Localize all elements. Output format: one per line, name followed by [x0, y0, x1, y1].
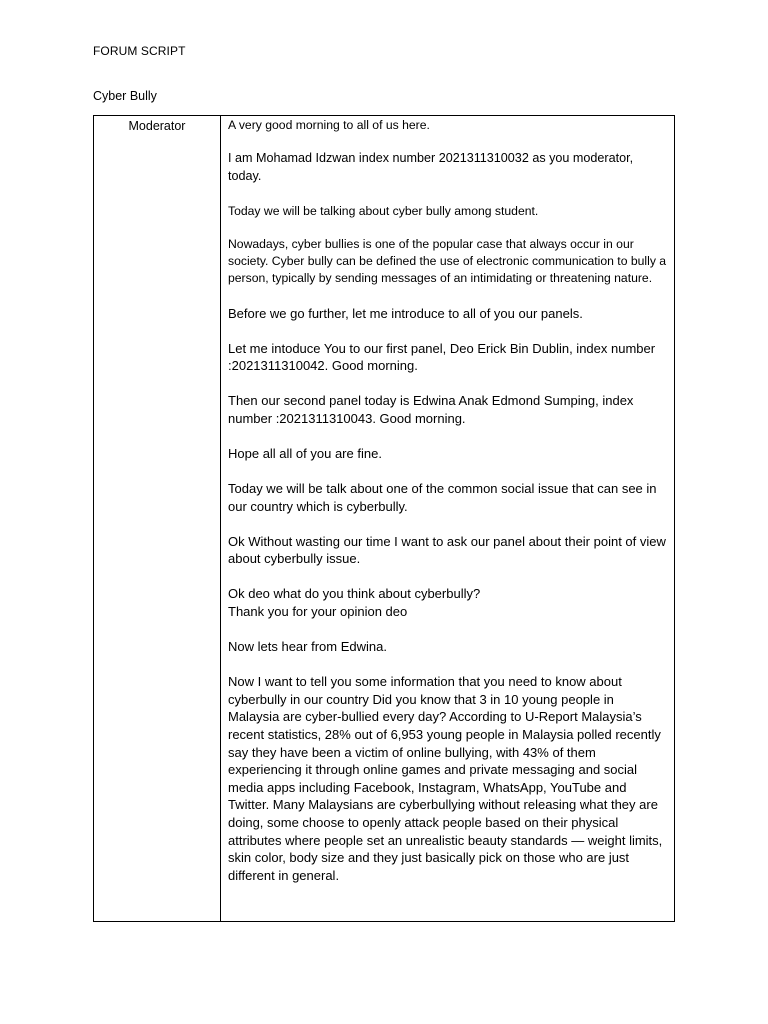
- speech-paragraph-wellbeing: Hope all all of you are fine.: [228, 445, 382, 461]
- speech-paragraph-greeting: A very good morning to all of us here.: [228, 118, 430, 132]
- speech-paragraph-hear-edwina: Now lets hear from Edwina.: [228, 639, 387, 655]
- script-table: [93, 115, 675, 922]
- speech-paragraph-first-panel: Let me intoduce You to our first panel, Deo Erick Bin Dublin, index number :2021311310042. Good morning.: [228, 340, 656, 374]
- document-title: FORUM SCRIPT: [93, 44, 186, 58]
- speaker-cell: Moderator: [94, 116, 221, 921]
- speech-paragraph-thanks-deo: Thank you for your opinion deo: [228, 604, 408, 620]
- speech-paragraph-introduction: I am Mohamad Idzwan index number 2021311310032 as you moderator, today.: [228, 151, 634, 183]
- speech-paragraph-ask-panel: Ok Without wasting our time I want to ask our panel about their point of view about cyberbully issue.: [228, 533, 666, 567]
- speech-paragraph-panels-intro: Before we go further, let me introduce to all of you our panels.: [228, 305, 583, 321]
- speech-paragraph-question-deo: Ok deo what do you think about cyberbully?: [228, 586, 481, 602]
- speech-cell: [221, 116, 674, 921]
- speech-paragraph-second-panel: Then our second panel today is Edwina Anak Edmond Sumping, index number :2021311310043. Good morning.: [228, 393, 634, 426]
- speech-paragraph-social-issue: Today we will be talk about one of the common social issue that can see in our country which is cyberbully.: [228, 481, 657, 514]
- speech-paragraph-definition: Nowadays, cyber bullies is one of the popular case that always occur in our society. Cyber bully can be defined the use of electronic communication to bully a person, typically by sending messages of an intimidating or threatening nature.: [228, 236, 667, 285]
- speech-paragraph-topic: Today we will be talking about cyber bully among student.: [228, 203, 539, 218]
- document-subtitle: Cyber Bully: [93, 89, 157, 103]
- speech-paragraph-statistics: Now I want to tell you some information that you need to know about cyberbully in our country Did you know that 3 in 10 young people in Malaysia are cyber-bullied every day? According to U-Report Malaysia’s recent statistics, 28% out of 6,953 young people in Malaysia polled recently say they have been a victim of online bullying, with 43% of them experiencing it through online games and private messaging and social media apps including Facebook, Instagram, WhatsApp, YouTube and Twitter. Many Malaysians are cyberbullying without releasing what they are doing, some choose to openly attack people based on their physical attributes where people set an unrealistic beauty standards — weight limits, skin color, body size and they just basically pick on those who are just different in general.: [228, 674, 663, 883]
